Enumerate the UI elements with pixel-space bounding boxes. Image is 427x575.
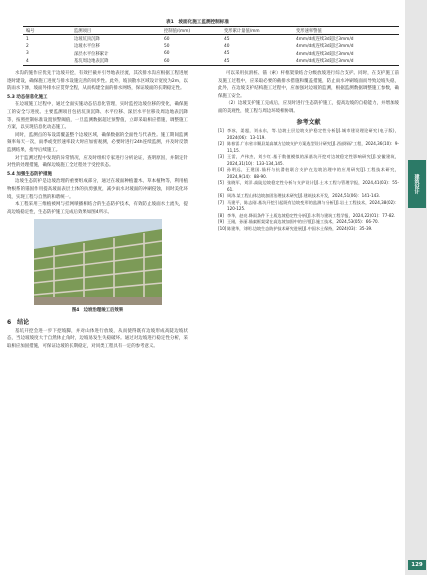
table-cell: 40	[224, 43, 230, 49]
table-cell: 60	[164, 58, 170, 64]
right-column	[218, 70, 399, 232]
table-header: 变形累计量值/mm	[224, 28, 260, 34]
table-cell: 45	[224, 36, 230, 42]
section-heading: 6 结论	[7, 318, 30, 326]
body-paragraph: 对于监测过程中发现的异常情况，应及时组织专家进行分析论证，查明原因，并制定针对性的处理措施，确保边坡施工全过程处于受控状态。	[7, 155, 188, 169]
reference-item: [4] 孙明远，王建国.锚杆与抗滑桩联合支护在边坡治理中的应用研究[J].工程技术研究，2024,9(14)：88-90.	[218, 167, 399, 179]
body-paragraph: 可以采用抗滑桩、锚（索）杆框架梁结合分级放坡进行综合支护。同时，在支护施工前及施工过程中，应采取必要的截排水措施和覆盖措施，防止雨水冲刷坡面而导致边坡失稳，此外，在边坡支护结构施工过程中，应加强对边坡的监测，根据监测数据调整施工参数，确保施工安全。	[218, 71, 399, 99]
page-number: 129	[408, 560, 426, 570]
reference-item: [1] 李冰，姜超，刘永东，等.边坡土层边坡支护稳定性分析[J].城市建设理论研究(电子版)，2024(06)：13-119.	[218, 128, 399, 140]
section-heading: 5.4 加强生态防护措施	[7, 171, 52, 177]
reference-item: [9] 王刚，孙丽.锚索框架梁在高边坡加固中的应用[J].施工技术，2024,53(05)：66-70.	[218, 219, 379, 225]
table-cell: 4mm/d或连续3d超过3mm/d	[296, 44, 354, 50]
table-row	[23, 43, 399, 50]
table-cell: 2	[26, 43, 29, 49]
table-cell: 基坑周边地表沉降	[74, 59, 109, 65]
table-header: 监测项目	[74, 28, 92, 34]
table-cell: 4	[26, 58, 29, 64]
body-paragraph: （2）边坡支护施工完成后，应及时进行生态防护施工，提高边坡的自稳能力，并增加坡面的美观性，使工程与周边环境相协调。	[218, 101, 399, 114]
table-cell: 边坡水平位移	[74, 44, 100, 50]
body-paragraph: 水沟的施作应优先于边坡开挖，有效拦截并引导地表径流，其次排水沟应根据工程进展逐时建设，确保施工进度与排水设施完善的同步性。此外，坡顶散水区域设计宽度为2m，以防雨水下渗，坡面外排水应贯穿全程，从而构建全面的排水网络，保证坡面的长期稳定性。	[7, 71, 188, 92]
table-row	[23, 35, 399, 43]
table-cell: 60	[164, 36, 170, 42]
figure-caption: 图4 边坡治理竣工后效果	[71, 308, 124, 314]
page-side-strip	[405, 0, 427, 575]
reference-item: [3] 王雷，卢伟杰，刘少红.基于数值模拟的深基坑开挖对边坡稳定性影响研究[J].安徽建筑，2024,31(10)：133-134,145.	[218, 154, 399, 166]
table-cell: 50	[164, 43, 170, 49]
body-paragraph: 同时，监测点的布设需覆盖整个边坡区域，确保数据的全面性与代表性。施工期间监测频率每天一次，雨季或变形速率较大时应加密观测，必要时进行24h连续监测，并及时反馈监测结果，指导后续施工。	[7, 132, 188, 153]
table-cell: 4mm/d或连续3d超过3mm/d	[296, 37, 354, 43]
slope-photo	[34, 219, 162, 305]
reference-item: [5] 张晓军，刘洋.高陡边坡稳定性分析与支护设计[J].土木工程与管理学报，2024,41(03)：55-61.	[218, 180, 399, 192]
table-cell: 1	[26, 36, 29, 42]
table-header-row	[23, 27, 399, 35]
body-paragraph: 在边坡施工过程中，通过全面实施动态信息化管理，实时监控边坡位移的变化，确保施工的安全与进度。主要监测项目包括坑顶沉降、水平位移、深层水平位移及周边地表沉降等，按照控制标准设置预警阈值，一旦监测数据超过预警值，立即采取相应措施，调整施工方案，以实现信息化动态施工。	[7, 102, 188, 131]
body-paragraph: 边坡生态防护是边坡治理的重要组成部分，通过在坡面种植灌木、草本植物等，利用植物根系的锚固作用提高坡面表层土体的抗剪强度，减少雨水对坡面的冲刷侵蚀，同时美化环境，实现工程与自然的和谐统一。	[7, 179, 188, 200]
table-cell: 边坡坑顶沉降	[74, 37, 100, 43]
reference-item: [6] 周涛.某工程山体边坡加固治理技术研究[J].建筑技术开发，2024,51(06)：141-143.	[218, 193, 381, 199]
reference-item: [10] 陈建华，刘明.边坡生态防护技术研究进展[J].中国水土保持，2024(03)：35-39.	[218, 225, 373, 231]
table-row	[23, 58, 399, 66]
table-header: 编号	[26, 28, 35, 34]
monitoring-standard-table	[23, 26, 399, 66]
reference-item: [8] 李华，赵亮.降雨条件下土质边坡稳定性分析[J].水利与建筑工程学报，2024,22(01)：77-82.	[218, 212, 396, 218]
table-row	[23, 50, 399, 57]
reference-item: [2] 陈春雷.广东省丰顺县某高填方边坡支护方案选型设计研究[J].西部探矿工程，2024,36(10)：9-11,15.	[218, 141, 399, 153]
table-caption: 表1 坡面化施工监测控制标准	[166, 20, 229, 25]
section-heading: 5.3 动态信息化施工	[7, 94, 48, 100]
table-cell: 45	[224, 51, 230, 57]
table-cell: 4mm/d或连续3d超过3mm/d	[296, 59, 354, 65]
references-title: 参考文献	[296, 118, 321, 126]
section-tab: 建筑设计	[408, 160, 426, 208]
body-paragraph: 基坑开挖会进一步下挖坡脚，并对山体进行放坡，从而使得既有边坡形成高陡边坡状态，当边坡坡度大于自然休止角时，边坡易发生失稳破坏。通过对边坡进行稳定性分析，采取相应加固措施，可保证边坡的长期稳定，对同类工程具有一定的参考意义。	[7, 328, 188, 350]
table-header: 变形速率警值	[296, 28, 322, 34]
table-cell: 4mm/d或连续3d超过3mm/d	[296, 51, 354, 57]
table-cell: 深层水平位移累计	[74, 51, 109, 57]
table-cell: 60	[164, 51, 170, 57]
table-cell: 45	[224, 58, 230, 64]
left-column	[7, 70, 188, 351]
body-paragraph: 本工程采用三维植被网与挂网喷播相结合的生态防护技术，有效防止坡面水土流失，提高边坡稳定性，生态防护施工完成后效果如图4所示。	[7, 202, 188, 215]
table-header: 控制值/(mm)	[164, 28, 191, 34]
reference-item: [7] 马建平，陈志刚.基坑开挖引起既有边坡变形的监测与分析[J].岩土工程技术，2024,38(02)：120-125.	[218, 199, 399, 212]
table-cell: 3	[26, 51, 29, 57]
